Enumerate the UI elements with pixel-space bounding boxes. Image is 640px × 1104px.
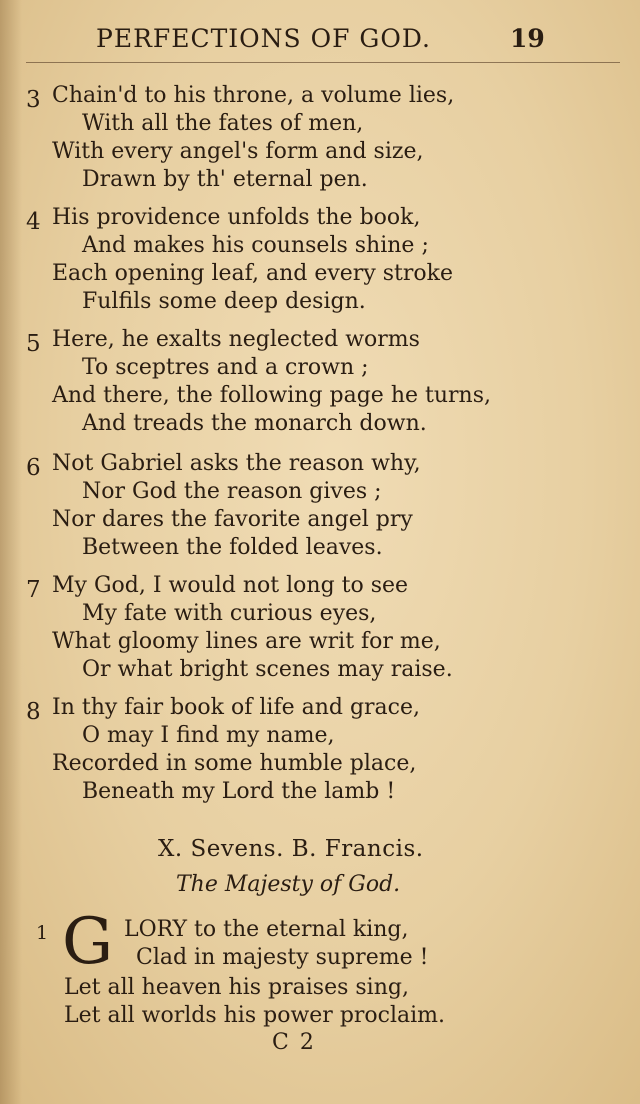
stanza-line: My fate with curious eyes, — [82, 601, 377, 626]
stanza-line: With every angel's form and size, — [52, 139, 424, 164]
stanza-line: Recorded in some humble place, — [52, 751, 417, 776]
stanza-line: What gloomy lines are writ for me, — [52, 629, 441, 654]
stanza-line: And there, the following page he turns, — [52, 383, 491, 408]
hymn-line: LORY to the eternal king, — [124, 917, 409, 942]
stanza-line: Between the folded leaves. — [82, 535, 383, 560]
hymn-line: Let all heaven his praises sing, — [64, 975, 409, 1000]
stanza-number: 6 — [26, 455, 41, 481]
stanza-line: In thy fair book of life and grace, — [52, 695, 421, 720]
stanza-line: Nor dares the favorite angel pry — [52, 507, 413, 532]
drop-cap: G — [62, 905, 114, 979]
stanza-line: Or what bright scenes may raise. — [82, 657, 453, 682]
hymn-subtitle: The Majesty of God. — [176, 872, 401, 897]
stanza-number: 8 — [26, 699, 41, 725]
signature-mark: C 2 — [272, 1030, 316, 1055]
verse-number: 1 — [36, 922, 49, 944]
stanza-line: To sceptres and a crown ; — [82, 355, 369, 380]
header-rule — [26, 62, 620, 63]
gutter-shadow — [0, 0, 22, 1104]
stanza-line: With all the fates of men, — [82, 111, 364, 136]
stanza-line: Drawn by th' eternal pen. — [82, 167, 368, 192]
stanza-line: Each opening leaf, and every stroke — [52, 261, 453, 286]
stanza-line: My God, I would not long to see — [52, 573, 409, 598]
stanza-line: Fulfils some deep design. — [82, 289, 366, 314]
stanza-line: Not Gabriel asks the reason why, — [52, 451, 421, 476]
running-head: PERFECTIONS OF GOD. — [96, 24, 431, 53]
stanza-line: Beneath my Lord the lamb ! — [82, 779, 396, 804]
stanza-number: 4 — [26, 209, 41, 235]
hymn-heading: X. Sevens. B. Francis. — [158, 836, 424, 862]
hymn-line: Clad in majesty supreme ! — [136, 945, 429, 970]
stanza-line: His providence unfolds the book, — [52, 205, 421, 230]
page-header — [0, 20, 640, 60]
stanza-line: O may I find my name, — [82, 723, 335, 748]
stanza-number: 7 — [26, 577, 41, 603]
page-number: 19 — [510, 24, 545, 53]
hymn-line: Let all worlds his power proclaim. — [64, 1003, 446, 1028]
stanza-line: And treads the monarch down. — [82, 411, 427, 436]
stanza-line: Chain'd to his throne, a volume lies, — [52, 83, 455, 108]
stanza-line: Nor God the reason gives ; — [82, 479, 382, 504]
stanza-line: And makes his counsels shine ; — [82, 233, 429, 258]
stanza-line: Here, he exalts neglected worms — [52, 327, 420, 352]
stanza-number: 5 — [26, 331, 41, 357]
stanza-number: 3 — [26, 87, 41, 113]
